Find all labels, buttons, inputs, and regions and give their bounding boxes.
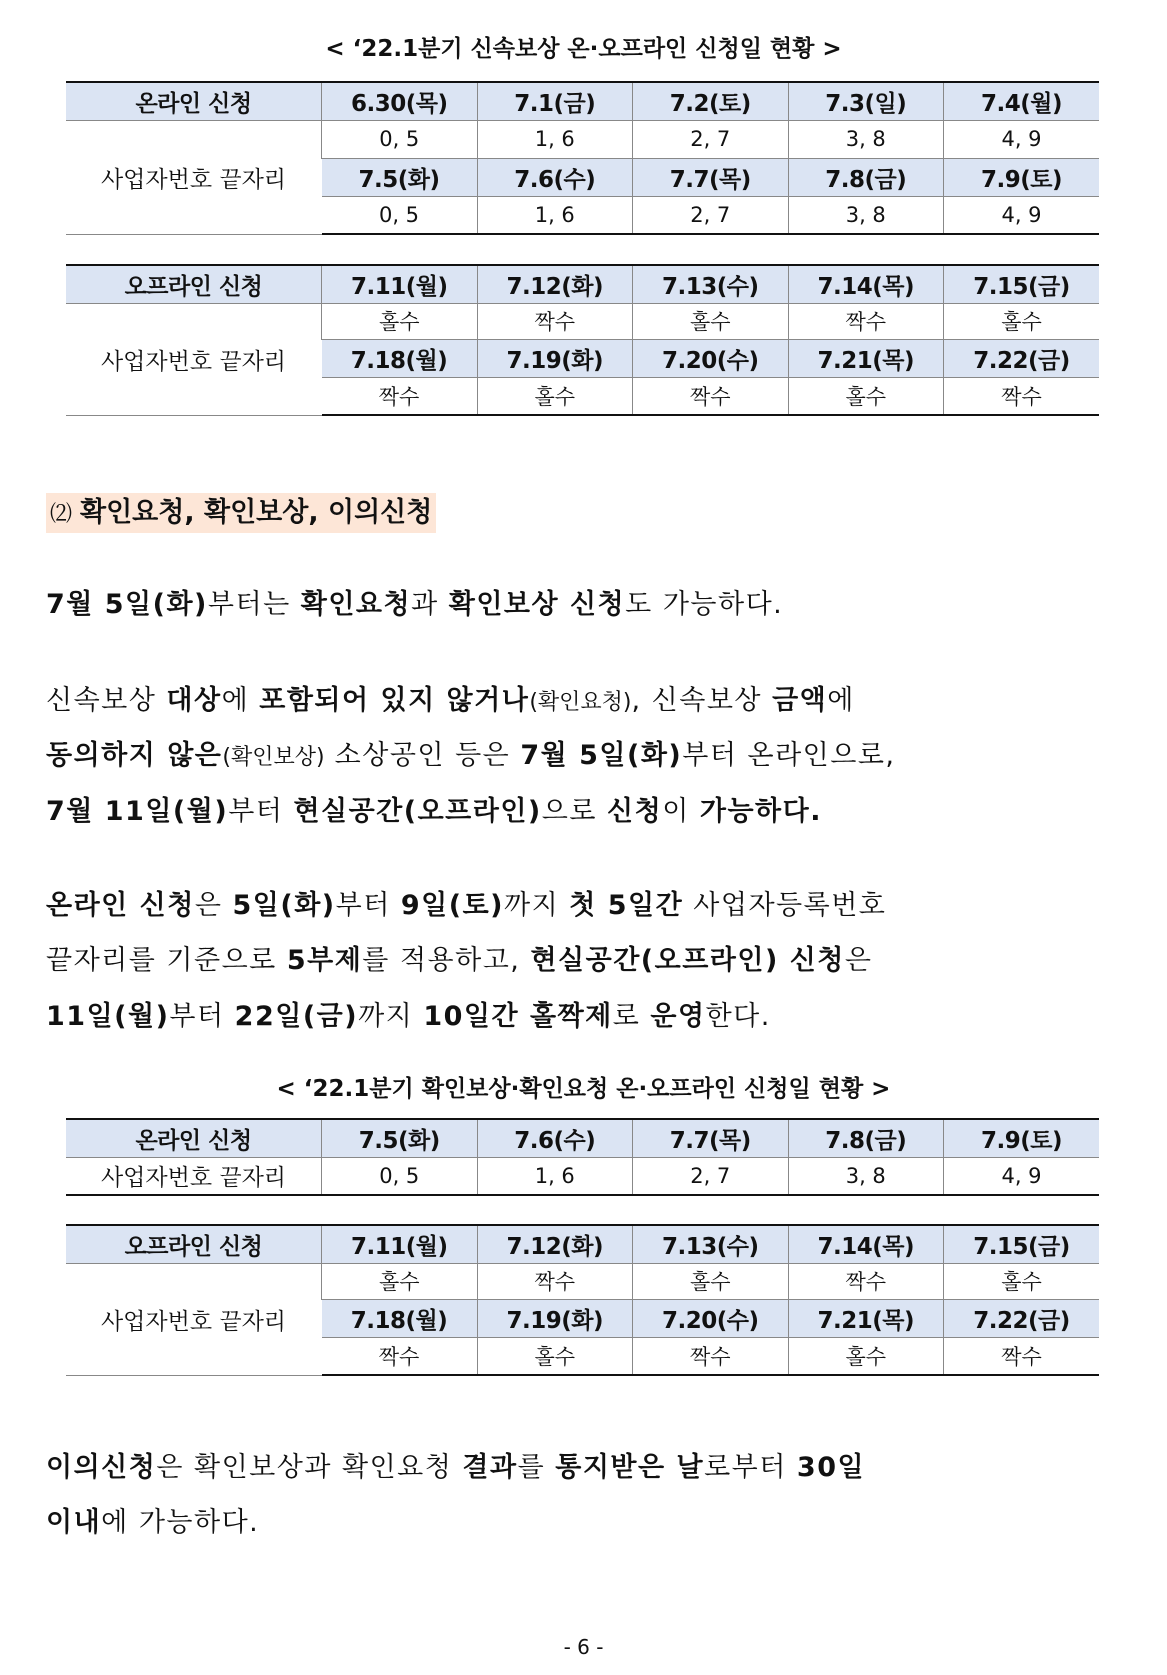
text: 신속보상 xyxy=(46,685,167,716)
text: 부터 xyxy=(228,796,294,827)
text: 로부터 xyxy=(704,1452,797,1483)
text-bold: 7월 5일(화) xyxy=(46,589,208,620)
table2-online xyxy=(66,1118,1099,1196)
value-cell: 4, 9 xyxy=(944,1157,1100,1195)
date-cell: 7.20(수) xyxy=(633,339,789,377)
text: 부터는 xyxy=(207,589,301,620)
text-bold: 신청 xyxy=(607,796,663,827)
paragraph-4-line-2 xyxy=(46,1500,1126,1539)
section-title: 확인요청, 확인보상, 이의신청 xyxy=(80,497,433,528)
value-cell: 홀수 xyxy=(477,377,633,415)
text-bold: 7월 11일(월) xyxy=(46,796,229,827)
value-cell: 3, 8 xyxy=(788,120,944,158)
value-cell: 홀수 xyxy=(944,303,1100,339)
value-cell: 3, 8 xyxy=(788,1157,944,1195)
table2-caption: < ‘22.1분기 확인보상·확인요청 온·오프라인 신청일 현황 > xyxy=(276,1076,891,1102)
text: 로 xyxy=(612,1001,651,1032)
date-cell: 7.12(화) xyxy=(477,1225,633,1263)
date-cell: 7.18(월) xyxy=(322,339,478,377)
date-cell: 7.9(토) xyxy=(944,158,1100,196)
paragraph-4-line-1 xyxy=(46,1445,1126,1484)
value-cell: 0, 5 xyxy=(322,1157,478,1195)
value-cell: 짝수 xyxy=(477,303,633,339)
date-cell: 7.7(목) xyxy=(633,1119,789,1157)
date-cell: 7.8(금) xyxy=(788,1119,944,1157)
date-cell: 7.22(금) xyxy=(944,339,1100,377)
text: 부터 xyxy=(335,890,401,921)
text-bold: 운영 xyxy=(650,1001,706,1032)
date-cell: 7.6(수) xyxy=(477,158,633,196)
text: 사업자등록번호 xyxy=(683,890,887,921)
date-cell: 7.19(화) xyxy=(477,339,633,377)
paragraph-3-line-2 xyxy=(46,938,1126,977)
text: 한다. xyxy=(705,1001,771,1032)
date-cell: 7.21(목) xyxy=(788,1299,944,1337)
value-cell: 짝수 xyxy=(322,377,478,415)
text-bold: 포함되어 있지 않거나 xyxy=(259,685,530,716)
section-number: ⑵ xyxy=(50,502,73,527)
paragraph-1 xyxy=(46,582,1126,621)
date-cell: 7.13(수) xyxy=(633,265,789,303)
text-bold: 10일간 홀짝제 xyxy=(423,1001,613,1032)
paragraph-2-line-1 xyxy=(46,678,1126,717)
text: 를 xyxy=(517,1452,556,1483)
text: 부터 xyxy=(169,1001,235,1032)
value-cell: 4, 9 xyxy=(944,120,1100,158)
row-label: 사업자번호 끝자리 xyxy=(66,1263,322,1375)
value-cell: 짝수 xyxy=(944,377,1100,415)
text-bold: 대상 xyxy=(166,685,222,716)
text: 이 xyxy=(662,796,700,827)
row-label: 사업자번호 끝자리 xyxy=(66,120,322,234)
date-cell: 7.8(금) xyxy=(788,158,944,196)
section-heading xyxy=(46,493,436,533)
row-label: 사업자번호 끝자리 xyxy=(66,1157,322,1195)
text: 에 xyxy=(221,685,260,716)
table1-online xyxy=(66,81,1099,235)
value-cell: 짝수 xyxy=(477,1263,633,1299)
value-cell: 짝수 xyxy=(322,1337,478,1375)
text-bold: 현실공간(오프라인) xyxy=(293,796,542,827)
text-bold: 7월 5일(화) xyxy=(520,740,683,771)
text: 까지 xyxy=(504,890,570,921)
value-cell: 1, 6 xyxy=(477,196,633,234)
table1-caption: < ‘22.1분기 신속보상 온·오프라인 신청일 현황 > xyxy=(325,36,842,62)
text: 소상공인 등은 xyxy=(324,740,521,771)
date-cell: 7.6(수) xyxy=(477,1119,633,1157)
row-label: 사업자번호 끝자리 xyxy=(66,303,322,415)
text: 은 xyxy=(844,945,873,976)
online-header-label: 온라인 신청 xyxy=(66,82,322,120)
date-cell: 7.12(화) xyxy=(477,265,633,303)
date-cell: 7.1(금) xyxy=(477,82,633,120)
value-cell: 짝수 xyxy=(944,1337,1100,1375)
value-cell: 홀수 xyxy=(322,303,478,339)
text-bold: 동의하지 않은 xyxy=(46,740,223,771)
date-cell: 7.15(금) xyxy=(944,265,1100,303)
text-bold: 확인보상 신청 xyxy=(448,589,626,620)
value-cell: 짝수 xyxy=(788,1263,944,1299)
text: 과 xyxy=(411,589,449,620)
text-bold: 22일(금) xyxy=(234,1001,359,1032)
date-cell: 7.4(월) xyxy=(944,82,1100,120)
text: 은 확인보상과 확인요청 xyxy=(156,1452,463,1483)
text: 에 가능하다. xyxy=(101,1507,260,1538)
text-bold: 5부제 xyxy=(286,945,363,976)
value-cell: 홀수 xyxy=(633,1263,789,1299)
text-bold: 결과 xyxy=(462,1452,518,1483)
value-cell: 홀수 xyxy=(322,1263,478,1299)
online-header-label: 온라인 신청 xyxy=(66,1119,322,1157)
date-cell: 7.11(월) xyxy=(322,265,478,303)
text-bold: 11일(월) xyxy=(46,1001,170,1032)
text-bold: 확인요청 xyxy=(300,589,412,620)
value-cell: 2, 7 xyxy=(633,120,789,158)
value-cell: 짝수 xyxy=(788,303,944,339)
date-cell: 6.30(목) xyxy=(322,82,478,120)
date-cell: 7.14(목) xyxy=(788,1225,944,1263)
text-bold: 현실공간(오프라인) 신청 xyxy=(530,945,845,976)
value-cell: 2, 7 xyxy=(633,196,789,234)
date-cell: 7.7(목) xyxy=(633,158,789,196)
value-cell: 홀수 xyxy=(788,1337,944,1375)
date-cell: 7.18(월) xyxy=(322,1299,478,1337)
table2-offline xyxy=(66,1224,1099,1376)
value-cell: 1, 6 xyxy=(477,1157,633,1195)
text: 까지 xyxy=(358,1001,424,1032)
offline-header-label: 오프라인 신청 xyxy=(66,265,322,303)
text-bold: 9일(토) xyxy=(400,890,505,921)
text-note: (확인보상) xyxy=(222,745,325,770)
text: 도 가능하다. xyxy=(625,589,784,620)
date-cell: 7.9(토) xyxy=(944,1119,1100,1157)
text: 에 xyxy=(827,685,855,716)
text: 끝자리를 기준으로 xyxy=(46,945,287,976)
value-cell: 짝수 xyxy=(633,377,789,415)
text: 부터 온라인으로, xyxy=(682,740,896,771)
text: 를 적용하고, xyxy=(362,945,531,976)
text-bold: 가능하다. xyxy=(699,796,822,827)
value-cell: 0, 5 xyxy=(322,196,478,234)
date-cell: 7.19(화) xyxy=(477,1299,633,1337)
value-cell: 짝수 xyxy=(633,1337,789,1375)
text-bold: 이의신청 xyxy=(46,1452,157,1483)
date-cell: 7.15(금) xyxy=(944,1225,1100,1263)
date-cell: 7.22(금) xyxy=(944,1299,1100,1337)
text: 으로 xyxy=(541,796,608,827)
text-bold: 금액 xyxy=(772,685,828,716)
date-cell: 7.2(토) xyxy=(633,82,789,120)
value-cell: 2, 7 xyxy=(633,1157,789,1195)
text-bold: 이내 xyxy=(46,1507,102,1538)
offline-header-label: 오프라인 신청 xyxy=(66,1225,322,1263)
value-cell: 홀수 xyxy=(477,1337,633,1375)
value-cell: 홀수 xyxy=(633,303,789,339)
date-cell: 7.3(일) xyxy=(788,82,944,120)
date-cell: 7.21(목) xyxy=(788,339,944,377)
text-bold: 첫 5일간 xyxy=(569,890,684,921)
date-cell: 7.14(목) xyxy=(788,265,944,303)
value-cell: 1, 6 xyxy=(477,120,633,158)
text-bold: 통지받은 날 xyxy=(555,1452,705,1483)
date-cell: 7.5(화) xyxy=(322,158,478,196)
text-bold: 온라인 신청 xyxy=(46,890,195,921)
text: 은 xyxy=(194,890,233,921)
table1-offline xyxy=(66,264,1099,416)
date-cell: 7.11(월) xyxy=(322,1225,478,1263)
value-cell: 0, 5 xyxy=(322,120,478,158)
page-number: - 6 - xyxy=(563,1635,604,1659)
text-note: (확인요청) xyxy=(529,690,632,715)
paragraph-3-line-3 xyxy=(46,994,1126,1033)
value-cell: 3, 8 xyxy=(788,196,944,234)
paragraph-2-line-3 xyxy=(46,789,1126,828)
value-cell: 홀수 xyxy=(944,1263,1100,1299)
text-bold: 5일(화) xyxy=(232,890,336,921)
date-cell: 7.20(수) xyxy=(633,1299,789,1337)
date-cell: 7.5(화) xyxy=(322,1119,478,1157)
paragraph-2-line-2 xyxy=(46,733,1126,772)
value-cell: 4, 9 xyxy=(944,196,1100,234)
date-cell: 7.13(수) xyxy=(633,1225,789,1263)
value-cell: 홀수 xyxy=(788,377,944,415)
text-bold: 30일 xyxy=(796,1452,866,1483)
paragraph-3-line-1 xyxy=(46,883,1126,922)
text: , 신속보상 xyxy=(631,685,773,716)
